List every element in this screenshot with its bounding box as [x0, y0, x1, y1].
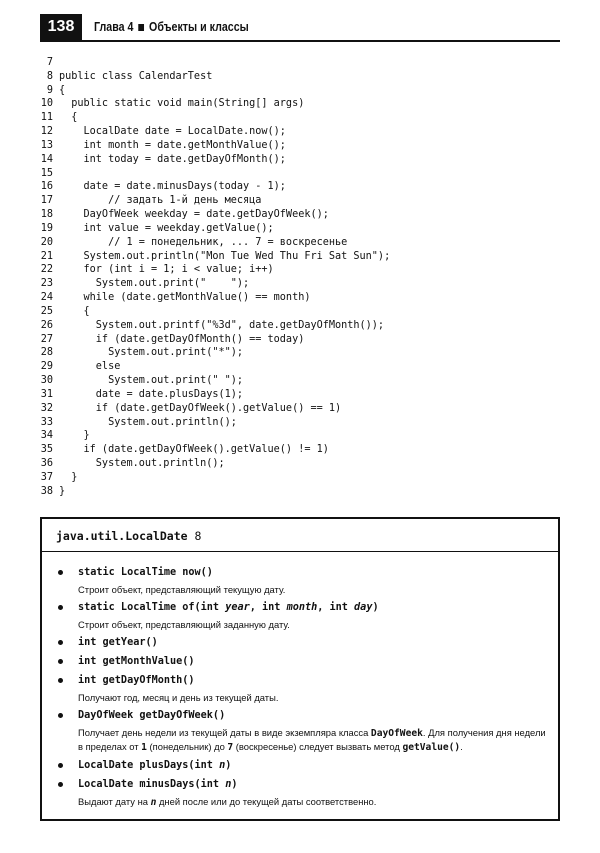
line-number: 13 [40, 139, 53, 151]
code-text: { [59, 305, 90, 317]
line-number: 34 [40, 430, 53, 442]
method-description [56, 583, 550, 596]
signature-part: int getDayOfMonth() [78, 675, 195, 686]
code-line [40, 194, 560, 208]
code-text: { [59, 112, 78, 124]
code-text: } [59, 430, 90, 442]
code-text: System.out.println(); [59, 458, 225, 470]
bullet-icon [58, 659, 63, 664]
bullet-icon [58, 640, 63, 645]
line-number: 8 [46, 70, 53, 82]
code-text: System.out.printf("%3d", date.getDayOfMonth()); [59, 319, 385, 331]
code-line [40, 222, 560, 236]
code-text: // задать 1-й день месяца [59, 195, 262, 207]
line-number: 9 [46, 84, 53, 96]
code-line [40, 305, 560, 319]
header-rule [40, 40, 560, 42]
code-text: public class CalendarTest [59, 70, 213, 82]
chapter-title: Объекты и классы [149, 19, 249, 34]
code-text: DayOfWeek weekday = date.getDayOfWeek(); [59, 209, 329, 221]
description-part: Строит объект, представляющий заданную дату. [78, 619, 290, 630]
line-number: 17 [40, 195, 53, 207]
code-line [40, 236, 560, 250]
line-number: 10 [40, 98, 53, 110]
line-number: 27 [40, 333, 53, 345]
signature-part: int getYear() [78, 637, 158, 648]
line-number: 24 [40, 292, 53, 304]
code-line [40, 56, 560, 70]
code-line [40, 250, 560, 264]
line-number: 20 [40, 236, 53, 248]
line-number: 15 [40, 167, 53, 179]
chapter-label: Глава 4 [94, 19, 134, 34]
code-text: public static void main(String[] args) [59, 98, 305, 110]
line-number: 18 [40, 209, 53, 221]
code-text: } [59, 485, 66, 497]
method-signature [56, 778, 550, 792]
code-line [40, 416, 560, 430]
line-number: 35 [40, 444, 53, 456]
code-text: System.out.println("Mon Tue Wed Thu Fri Sat Sun"); [59, 250, 391, 262]
description-part: Выдают дату на [78, 796, 151, 807]
bullet-icon [58, 678, 63, 683]
code-line [40, 360, 560, 374]
code-line [40, 167, 560, 181]
method-signature [56, 566, 550, 580]
code-line [40, 291, 560, 305]
code-text: LocalDate date = LocalDate.now(); [59, 126, 286, 138]
signature-part: static LocalTime now() [78, 567, 213, 578]
line-number: 26 [40, 319, 53, 331]
description-part: DayOfWeek [370, 728, 423, 739]
description-part: Получают год, месяц и день из текущей даты. [78, 692, 279, 703]
signature-part: LocalDate minusDays(int [78, 779, 226, 790]
line-number: 29 [40, 361, 53, 373]
line-number: 11 [40, 112, 53, 124]
code-line [40, 208, 560, 222]
code-text: System.out.println(); [59, 416, 237, 428]
line-number: 37 [40, 471, 53, 483]
method-signature [56, 709, 550, 723]
api-entries [56, 561, 550, 811]
code-text: else [59, 361, 121, 373]
page-number: 138 [40, 14, 82, 40]
line-number: 28 [40, 347, 53, 359]
bullet-icon [58, 713, 63, 718]
line-number: 33 [40, 416, 53, 428]
code-text: int month = date.getMonthValue(); [59, 139, 286, 151]
line-number: 31 [40, 388, 53, 400]
line-number: 23 [40, 278, 53, 290]
code-line [40, 471, 560, 485]
code-line [40, 388, 560, 402]
code-text: System.out.print(" "); [59, 375, 244, 387]
api-class-name: java.util.LocalDate [56, 529, 188, 543]
code-text: { [59, 84, 66, 96]
bullet-icon [58, 570, 63, 575]
signature-part: static LocalTime of(int [78, 602, 226, 613]
signature-part: month [286, 602, 318, 613]
description-part: Получает день недели из текущей даты в виде экземпляра класса [78, 727, 371, 738]
code-line [40, 97, 560, 111]
method-description [56, 795, 550, 809]
signature-part: ) [372, 602, 379, 613]
api-box-rule [42, 551, 558, 552]
api-version: 8 [194, 529, 202, 543]
code-line [40, 443, 560, 457]
bullet-icon [58, 605, 63, 610]
page-header [40, 14, 560, 40]
code-text: date = date.plusDays(1); [59, 388, 244, 400]
signature-part: day [354, 602, 373, 613]
code-text: for (int i = 1; i < value; i++) [59, 264, 274, 276]
running-title [94, 14, 249, 40]
description-part: (воскресенье) следует вызвать метод [233, 741, 403, 752]
signature-part: int getMonthValue() [78, 656, 195, 667]
signature-part: LocalDate plusDays(int [78, 760, 220, 771]
code-text: int value = weekday.getValue(); [59, 222, 274, 234]
code-line [40, 429, 560, 443]
square-bullet-icon [138, 24, 144, 31]
code-line [40, 457, 560, 471]
bullet-icon [58, 763, 63, 768]
signature-part: DayOfWeek getDayOfWeek() [78, 710, 226, 721]
line-number: 16 [40, 181, 53, 193]
code-line [40, 319, 560, 333]
line-number: 30 [40, 375, 53, 387]
code-text: int today = date.getDayOfMonth(); [59, 153, 286, 165]
description-part: . Для получения дня недели в пределах от [78, 727, 546, 752]
description-part: Строит объект, представляющий текущую дату. [78, 584, 286, 595]
signature-part: n [219, 760, 226, 771]
method-description [56, 691, 550, 704]
code-text: System.out.print("*"); [59, 347, 244, 359]
code-line [40, 111, 560, 125]
description-part: getValue() [402, 742, 461, 753]
method-signature [56, 655, 550, 669]
code-text: if (date.getDayOfWeek().getValue() != 1) [59, 444, 329, 456]
line-number: 36 [40, 458, 53, 470]
line-number: 7 [46, 57, 53, 68]
code-line [40, 125, 560, 139]
code-text: System.out.print(" "); [59, 278, 250, 290]
code-line [40, 333, 560, 347]
code-line [40, 84, 560, 98]
code-line [40, 402, 560, 416]
code-line [40, 153, 560, 167]
description-part: n [150, 797, 157, 808]
code-text: // 1 = понедельник, ... 7 = воскресенье [59, 236, 348, 248]
signature-part: n [225, 779, 232, 790]
description-part: 1 [141, 742, 147, 753]
method-signature [56, 601, 550, 615]
code-line [40, 263, 560, 277]
line-number: 19 [40, 222, 53, 234]
code-line [40, 277, 560, 291]
line-number: 12 [40, 126, 53, 138]
line-number: 22 [40, 264, 53, 276]
code-text: while (date.getMonthValue() == month) [59, 292, 311, 304]
code-text: if (date.getDayOfMonth() == today) [59, 333, 305, 345]
description-part: 7 [227, 742, 234, 753]
line-number: 21 [40, 250, 53, 262]
method-signature [56, 636, 550, 650]
code-line [40, 485, 560, 499]
description-part: . [460, 741, 463, 752]
api-reference-box [40, 517, 560, 821]
code-text: if (date.getDayOfWeek().getValue() == 1) [59, 402, 342, 414]
signature-part: year [225, 602, 250, 613]
code-line [40, 180, 560, 194]
bullet-icon [58, 782, 63, 787]
signature-part: ) [231, 779, 238, 790]
method-description [56, 618, 550, 631]
line-number: 38 [40, 485, 53, 497]
method-description [56, 726, 550, 754]
description-part: дней после или до текущей даты соответственно. [156, 796, 377, 807]
signature-part: , int [249, 602, 287, 613]
code-line [40, 374, 560, 388]
code-line [40, 70, 560, 84]
code-text: date = date.minusDays(today - 1); [59, 181, 286, 193]
code-line [40, 346, 560, 360]
signature-part: , int [317, 602, 355, 613]
method-signature [56, 759, 550, 773]
line-number: 14 [40, 153, 53, 165]
method-signature [56, 674, 550, 688]
signature-part: ) [225, 760, 232, 771]
code-line [40, 139, 560, 153]
code-listing [40, 56, 560, 499]
line-number: 32 [40, 402, 53, 414]
api-box-title [56, 529, 201, 543]
description-part: (понедельник) до [146, 741, 228, 752]
line-number: 25 [40, 305, 53, 317]
code-text: } [59, 471, 78, 483]
